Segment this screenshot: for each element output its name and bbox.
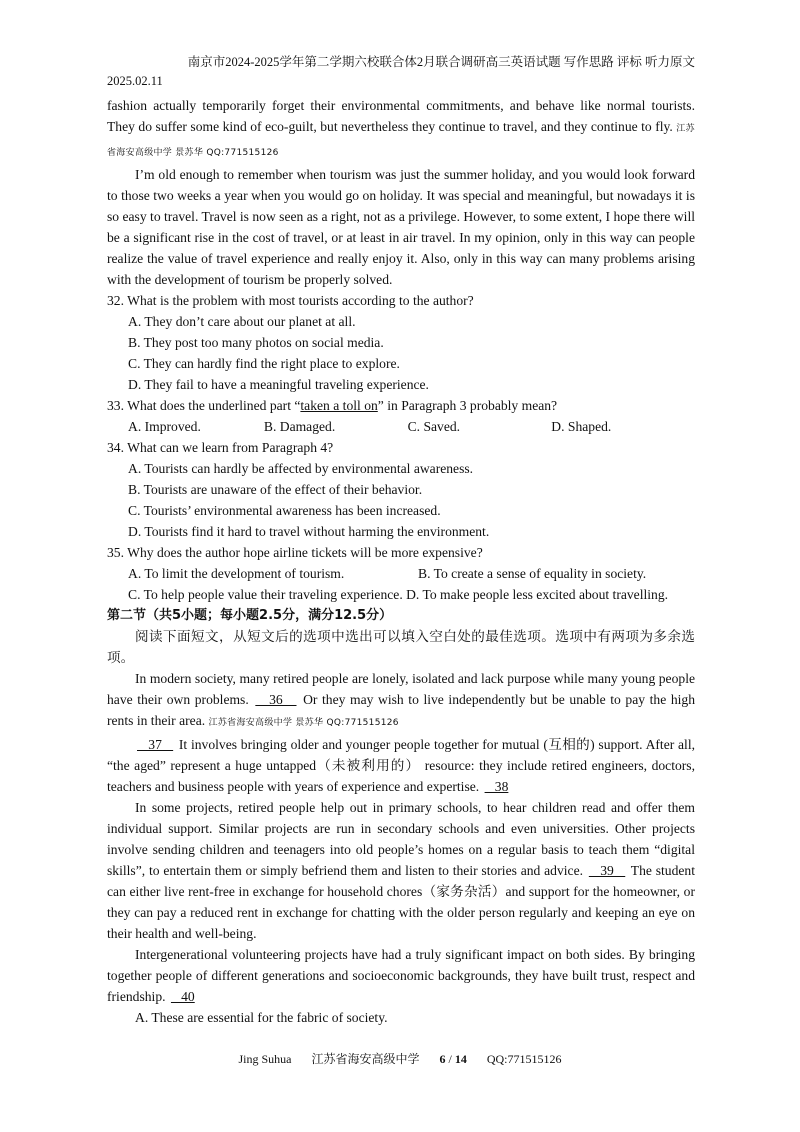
header-title: 南京市2024-2025学年第二学期六校联合体2月联合调研高三英语试题 写作思路 评标 听力原文 bbox=[187, 55, 695, 69]
option-32-b: B. They post too many photos on social media. bbox=[128, 335, 384, 350]
paragraph-text: It involves bringing older and younger people together for mutual (互相的) support. After all, “the aged” represent a huge untapped（未被利用的） resource: they include retired engineers, doctors, teachers and business people with years of experience and expertise. bbox=[107, 737, 696, 794]
options-row bbox=[107, 416, 695, 437]
footer-school: 江苏省海安高级中学 bbox=[311, 1052, 420, 1066]
footer-author: Jing Suhua bbox=[238, 1052, 292, 1066]
current-page: 6 bbox=[439, 1052, 446, 1066]
section-heading: 第二节（共5小题；每小题2.5分，满分12.5分） bbox=[107, 608, 393, 623]
paragraph-text: Or they may wish to live independently but be unable to pay the high rents in their area. bbox=[107, 692, 695, 728]
blank-37: 37 bbox=[137, 737, 174, 752]
document-body bbox=[107, 95, 695, 1028]
question-32-stem: 32. What is the problem with most tourists according to the author? bbox=[107, 293, 474, 308]
option-34-d: D. Tourists find it hard to travel without harming the environment. bbox=[128, 524, 490, 539]
paragraph-text: In some projects, retired people help out in primary schools, to hear children read and offer them individual support. Similar projects are run in secondary schools and even universities. Other projects involve sending children and teenagers into old people’s homes on a regular basis to teach them “digital skills”, to entertain them or simply befriend them and listen to their stories and advice. bbox=[107, 800, 695, 878]
underlined-phrase: taken a toll on bbox=[300, 398, 378, 413]
option-35-b: B. To create a sense of equality in society. bbox=[418, 566, 647, 581]
option-35-cd: C. To help people value their traveling experience. D. To make people less excited about travelling. bbox=[128, 587, 669, 602]
option-33-b: B. Damaged. bbox=[263, 419, 336, 434]
paragraph-text: fashion actually temporarily forget their environmental commitments, and behave like normal tourists. They do suffer some kind of eco-guilt, but nevertheless they continue to travel, and they continue to fly. bbox=[107, 98, 695, 134]
stem-text: 33. What does the underlined part “ bbox=[107, 398, 301, 413]
options-row bbox=[107, 563, 695, 584]
option-34-b: B. Tourists are unaware of the effect of their behavior. bbox=[128, 482, 423, 497]
footer-qq: QQ:771515126 bbox=[486, 1052, 562, 1066]
blank-38: 38 bbox=[484, 779, 509, 794]
page-number: 6 / 14 bbox=[439, 1052, 467, 1066]
header-date: 2025.02.11 bbox=[107, 74, 163, 88]
blank-36: 36 bbox=[255, 692, 297, 707]
question-34-stem: 34. What can we learn from Paragraph 4? bbox=[107, 440, 334, 455]
paragraph-text: The student can either live rent-free in exchange for household chores（家务杂活）and support for the homeowner, or they can pay a reduced rent in exchange for chatting with the older person regularly and keeping an eye on their health and well-being. bbox=[107, 863, 695, 941]
blank-39: 39 bbox=[588, 863, 626, 878]
option-32-a: A. They don’t care about our planet at all. bbox=[128, 314, 356, 329]
option-33-c: C. Saved. bbox=[407, 419, 461, 434]
section-instruction: 阅读下面短文，从短文后的选项中选出可以填入空白处的最佳选项。选项中有两项为多余选项。 bbox=[107, 629, 695, 665]
watermark-text: 江苏省海安高级中学 景苏华 QQ:771515126 bbox=[208, 718, 399, 728]
paragraph-text: Intergenerational volunteering projects have had a truly significant impact on both sides. By bringing together people of different generations and socioeconomic backgrounds, they have built trust, respect and friendship. bbox=[107, 947, 695, 1004]
option-33-d: D. Shaped. bbox=[551, 419, 612, 434]
option-32-c: C. They can hardly find the right place to explore. bbox=[128, 356, 400, 371]
passage-paragraph bbox=[107, 944, 695, 1007]
total-pages: 14 bbox=[454, 1052, 467, 1066]
option-32-d: D. They fail to have a meaningful traveling experience. bbox=[128, 377, 429, 392]
option-33-a: A. Improved. bbox=[128, 419, 201, 434]
page-footer bbox=[0, 1050, 800, 1067]
passage-paragraph bbox=[107, 734, 695, 797]
option-34-a: A. Tourists can hardly be affected by environmental awareness. bbox=[128, 461, 474, 476]
passage-paragraph: I’m old enough to remember when tourism was just the summer holiday, and you would look forward to those two weeks a year when you would go on holiday. It was special and meaningful, but nowadays it is so easy to travel. Travel is now seen as a right, not as a privilege. However, to some extent, I hope there will be a significant rise in the cost of travel, or at least in air travel. In my opinion, only in this way can people realize the value of travel experience and really enjoy it. Also, only in this way can many problems arising with the development of tourism be properly solved. bbox=[107, 167, 695, 287]
option-34-c: C. Tourists’ environmental awareness has been increased. bbox=[128, 503, 441, 518]
paragraph-text: In modern society, many retired people are lonely, isolated and lack purpose while many young people have their own problems. bbox=[107, 671, 695, 707]
passage-paragraph bbox=[107, 95, 695, 164]
stem-text: ” in Paragraph 3 probably mean? bbox=[377, 398, 558, 413]
question-35-stem: 35. Why does the author hope airline tickets will be more expensive? bbox=[107, 545, 483, 560]
answer-option-a: A. These are essential for the fabric of society. bbox=[135, 1010, 388, 1025]
watermark-text: 江苏省海安高级中学 景苏华 QQ:771515126 bbox=[107, 124, 695, 158]
passage-paragraph bbox=[107, 668, 695, 734]
blank-40: 40 bbox=[170, 989, 195, 1004]
option-35-a: A. To limit the development of tourism. bbox=[128, 566, 345, 581]
page-header bbox=[107, 53, 695, 91]
question-33-stem bbox=[107, 395, 695, 416]
passage-paragraph bbox=[107, 797, 695, 944]
